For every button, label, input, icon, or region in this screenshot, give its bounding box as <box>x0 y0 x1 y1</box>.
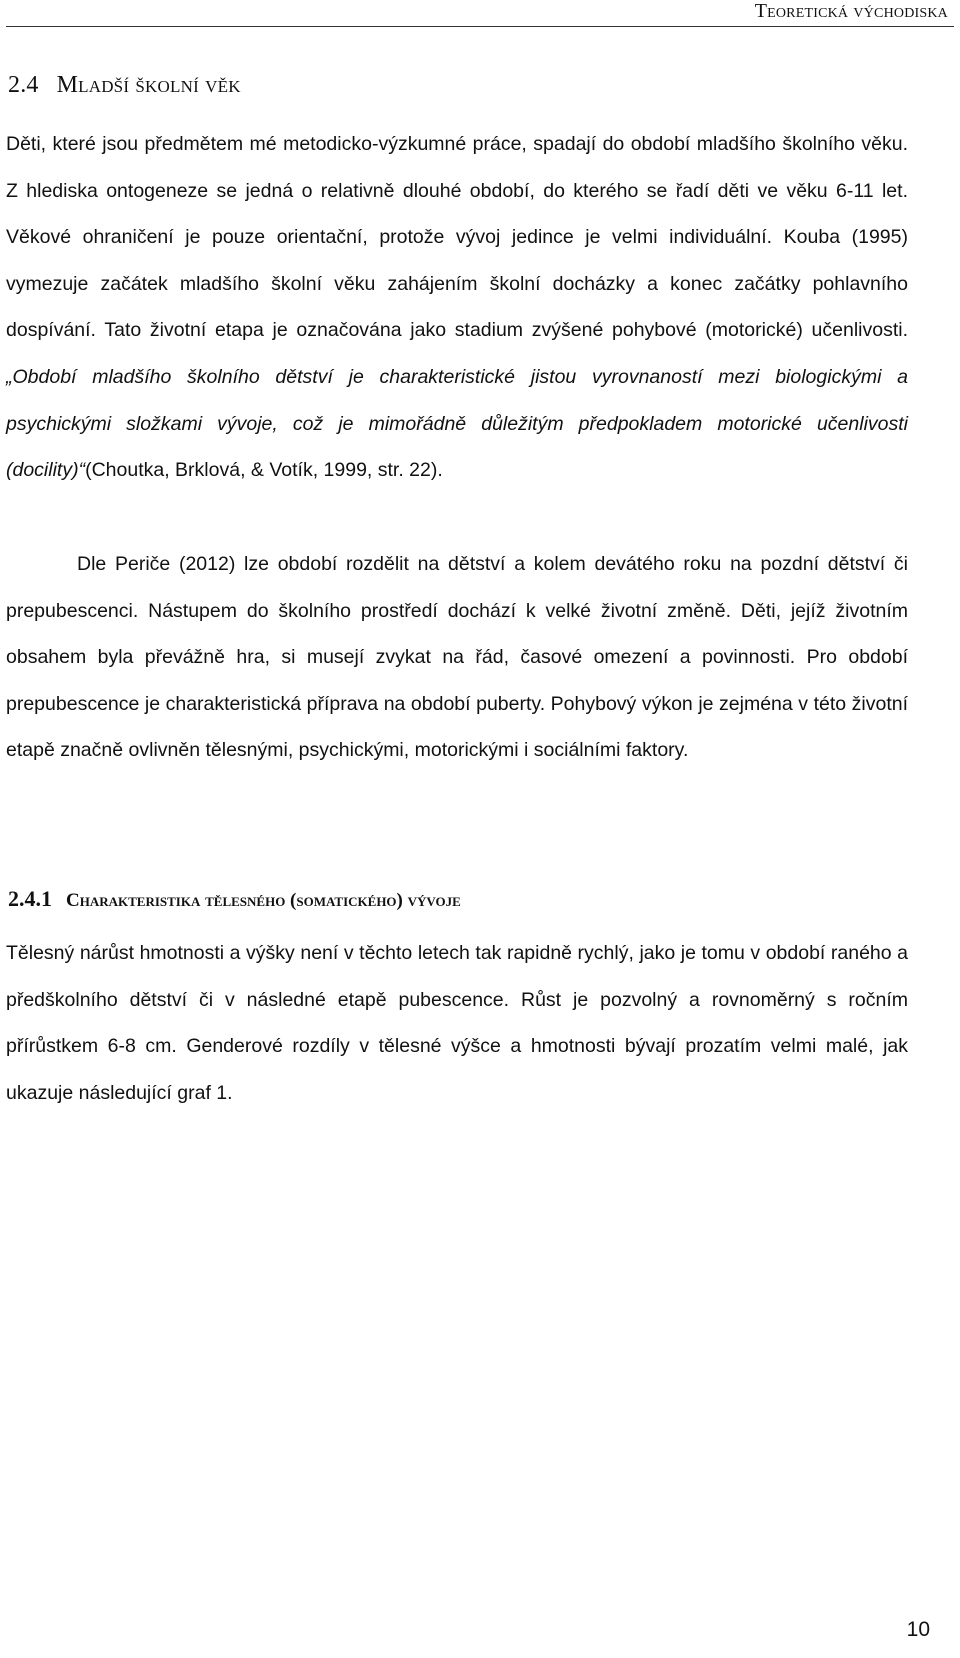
subsection-number: 2.4.1 <box>8 886 52 911</box>
paragraph-1-text: Děti, které jsou předmětem mé metodicko-výzkumné práce, spadají do období mladšího školního věku. Z hlediska ontogeneze se jedná o relativně dlouhé období, do kterého se řadí děti ve věku 6-11 let. Věkové ohraničení je pouze orientační, protože vývoj jedince je velmi individuální. Kouba (1995) vymezuje začátek mladšího školní věku zahájením školní docházky a konec začátky pohlavního dospívání. Tato životní etapa je označována jako stadium zvýšené pohybové (motorické) učenlivosti. <box>6 133 908 342</box>
subsection-title: Charakteristika tělesného (somatického) vývoje <box>66 890 461 911</box>
section-number: 2.4 <box>8 72 39 98</box>
running-header: Teoretická východiska <box>754 0 948 22</box>
paragraph-1-quote: „Období mladšího školního dětství je charakteristické jistou vyrovnaností mezi biologickými a psychickými složkami vývoje, což je mimořádně důležitým předpokladem motorické učenlivosti (docility)“ <box>6 365 908 482</box>
paragraph-1-citation: (Choutka, Brklová, & Votík, 1999, str. 22). <box>85 459 443 482</box>
header-rule <box>6 26 954 27</box>
paragraph-2: Dle Periče (2012) lze období rozdělit na dětství a kolem devátého roku na pozdní dětství či prepubescenci. Nástupem do školního prostředí dochází k velké životní změně. Děti, jejíž životním obsahem byla převážně hra, si musejí zvykat na řád, časové omezení a povinnosti. Pro období prepubescence je charakteristická příprava na období puberty. Pohybový výkon je zejména v této životní etapě značně ovlivněn tělesnými, psychickými, motorickými i sociálními faktory. <box>6 553 908 762</box>
paragraph-3: Tělesný nárůst hmotnosti a výšky není v těchto letech tak rapidně rychlý, jako je tomu v období raného a předškolního dětství či v následné etapě pubescence. Růst je pozvolný a rovnoměrný s ročním přírůstkem 6-8 cm. Genderové rozdíly v tělesné výšce a hmotnosti bývají prozatím velmi malé, jak ukazuje následující graf 1. <box>6 942 908 1104</box>
section-heading <box>8 72 241 99</box>
paragraph-1 <box>6 121 908 494</box>
page-number: 10 <box>906 1618 930 1641</box>
subsection-heading <box>8 886 461 912</box>
section-title: Mladší školní věk <box>56 72 241 98</box>
